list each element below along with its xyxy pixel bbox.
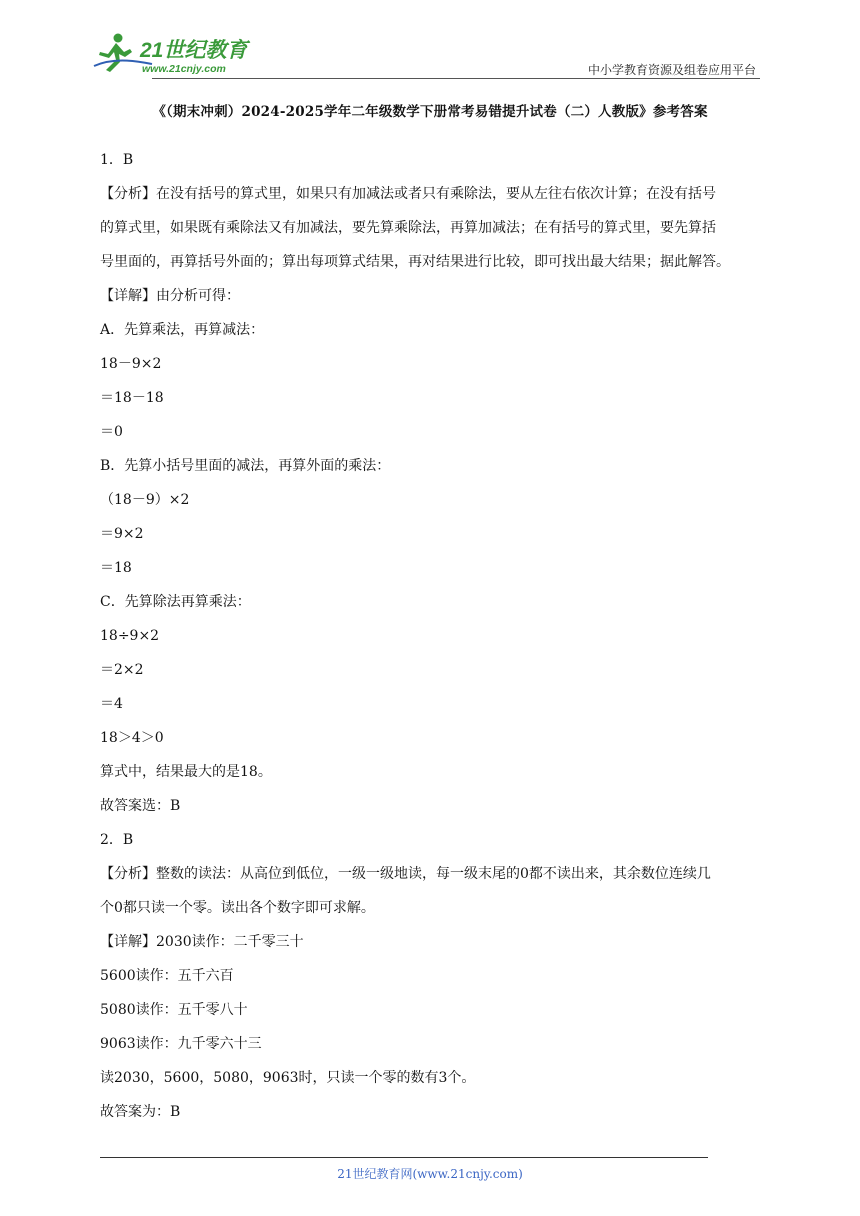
text-line: 【分析】整数的读法：从高位到低位，一级一级地读，每一级末尾的0都不读出来，其余数位连续几 [100, 866, 711, 882]
text-line: B．先算小括号里面的减法，再算外面的乘法： [100, 458, 391, 474]
text-line: （18－9）×2 [100, 492, 190, 508]
text-line: 故答案选：B [100, 798, 181, 814]
text-line: 2．B [100, 832, 134, 848]
text-line: 【详解】由分析可得： [100, 288, 240, 304]
text-line: 1．B [100, 152, 134, 168]
logo [92, 30, 262, 76]
text-line: ＝9×2 [100, 526, 144, 542]
logo-url: www.21cnjy.com [142, 63, 226, 75]
text-line: 算式中，结果最大的是18。 [100, 764, 272, 780]
text-line: 9063读作：九千零六十三 [100, 1036, 262, 1052]
text-line: ＝18 [100, 560, 132, 576]
text-line: C．先算除法再算乘法： [100, 594, 251, 610]
text-line: 【详解】2030读作：二千零三十 [100, 934, 304, 950]
text-line: 18＞4＞0 [100, 730, 164, 746]
platform-tagline: 中小学教育资源及组卷应用平台 [587, 63, 756, 77]
text-line: 18－9×2 [100, 356, 162, 372]
document-title: 《（期末冲刺）2024-2025学年二年级数学下册常考易错提升试卷（二）人教版》参考答案 [152, 104, 708, 120]
text-line: 【分析】在没有括号的算式里，如果只有加减法或者只有乘除法，要从左往右依次计算；在没有括号 [100, 186, 716, 202]
footer-source: 21世纪教育网(www.21cnjy.com) [337, 1167, 523, 1181]
header-divider [152, 78, 760, 79]
text-line: 5600读作：五千六百 [100, 968, 234, 984]
text-line: 读2030，5600，5080，9063时，只读一个零的数有3个。 [100, 1070, 476, 1086]
logo-text: 21世纪教育 [140, 39, 248, 62]
text-line: ＝18－18 [100, 390, 164, 406]
text-line: ＝2×2 [100, 662, 144, 678]
text-line: 的算式里，如果既有乘除法又有加减法，要先算乘除法，再算加减法；在有括号的算式里，要先算括 [100, 220, 716, 236]
text-line: A．先算乘法，再算减法： [100, 322, 265, 338]
text-line: 个0都只读一个零。读出各个数字即可求解。 [100, 900, 375, 916]
text-line: ＝4 [100, 696, 123, 712]
text-line: 18÷9×2 [100, 628, 160, 644]
footer-divider [100, 1157, 708, 1158]
text-line: 号里面的，再算括号外面的；算出每项算式结果，再对结果进行比较，即可找出最大结果；据此解答。 [100, 254, 730, 270]
text-line: 5080读作：五千零八十 [100, 1002, 248, 1018]
text-line: ＝0 [100, 424, 123, 440]
page-header [92, 30, 760, 80]
text-line: 故答案为：B [100, 1104, 181, 1120]
answer-content [100, 147, 780, 1133]
